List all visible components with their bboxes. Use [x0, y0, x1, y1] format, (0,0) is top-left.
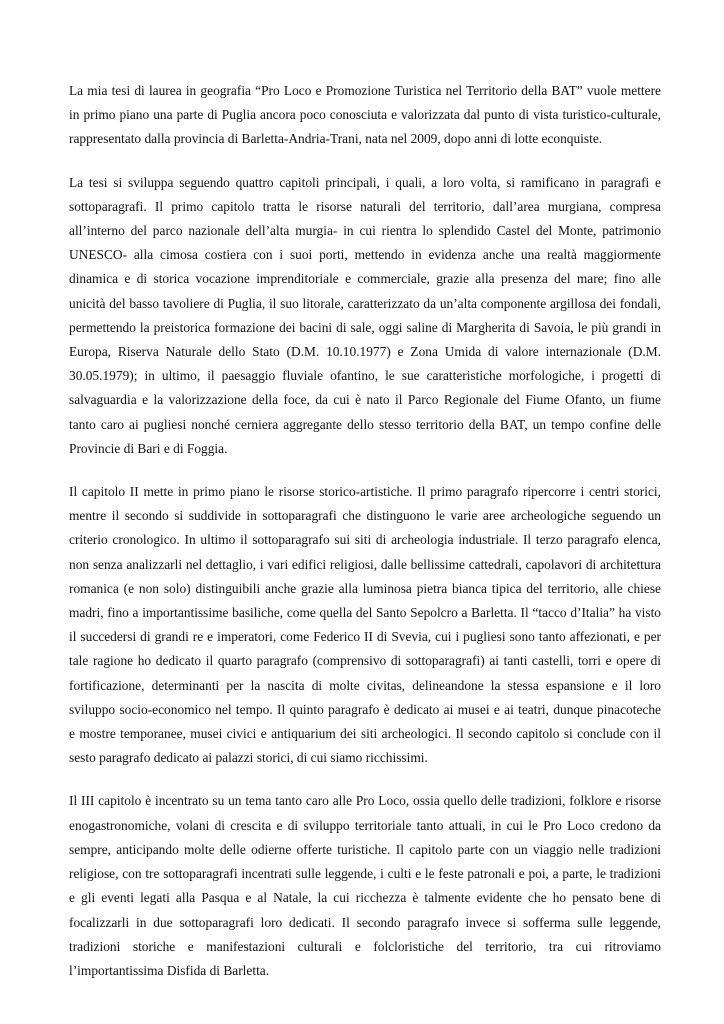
text-line: all’interno del parco nazionale dell’alta murgia- in cui rientra lo splendido Castel del Monte, patrimonio — [69, 223, 661, 239]
text-line: Il capitolo II mette in primo piano le risorse storico-artistiche. Il primo paragrafo ripercorre i centri storici, — [69, 484, 661, 500]
text-line: l’importantissima Disfida di Barletta. — [69, 962, 270, 978]
text-line: salvaguardia e la valorizzazione della foce, da cui è nato il Parco Regionale del Fiume Ofanto, un fiume — [69, 392, 661, 408]
paragraph — [69, 79, 661, 152]
text-line: criterio cronologico. In ultimo il sottoparagrafo sui siti di archeologia industriale. Il terzo paragrafo elenca, — [69, 532, 661, 548]
text-line: La mia tesi di laurea in geografia “Pro Loco e Promozione Turistica nel Territorio della BAT” vuole mettere — [69, 83, 661, 98]
text-line: romanica (e non solo) distinguibili anche grazie alla luminosa pietra bianca tipica del territorio, alle chiese — [69, 580, 661, 596]
text-line: e mostre temporanee, musei civici e antiquarium dei siti archeologici. Il secondo capitolo si conclude con il — [69, 726, 661, 742]
text-line: il succedersi di grandi re e imperatori, come Federico II di Svevia, cui i pugliesi sono tanto affezionati, e per — [69, 629, 661, 645]
text-line: enogastronomiche, volani di crescita e di sviluppo territoriale tanto attuali, in cui le Pro Loco credono da — [69, 817, 661, 833]
document-body — [69, 79, 661, 983]
text-line: sesto paragrafo dedicato ai palazzi storici, di cui siamo ricchissimi. — [69, 750, 428, 766]
text-line: mentre il secondo si suddivide in sottoparagrafi che distinguono le varie aree archeologiche seguendo un — [69, 508, 661, 524]
text-line: permettendo la preistorica formazione dei bacini di sale, oggi saline di Margherita di Savoia, le più grandi in — [69, 319, 661, 335]
text-line: Provincie di Bari e di Foggia. — [69, 440, 228, 456]
text-line: e gli eventi legati alla Pasqua e al Natale, la cui ricchezza è talmente evidente che ho pensato bene di — [69, 890, 661, 906]
text-line: UNESCO- alla cimosa costiera con i suoi porti, mettendo in evidenza anche una realtà maggiormente — [69, 247, 661, 263]
paragraph — [69, 480, 661, 770]
text-line: Europa, Riserva Naturale dello Stato (D.M. 10.10.1977) e Zona Umida di valore internazionale (D.M. — [69, 344, 661, 360]
text-line: sempre, anticipando molte delle odierne offerte turistiche. Il capitolo parte con un viaggio nelle tradizioni — [69, 841, 661, 857]
text-line: La tesi si sviluppa seguendo quattro capitoli principali, i quali, a loro volta, si ramificano in paragrafi e — [69, 174, 661, 190]
text-line: tanto caro ai pugliesi nonché cerniera aggregante dello stesso territorio della BAT, un tempo confine delle — [69, 416, 661, 432]
text-line: tale ragione ho dedicato il quarto paragrafo (comprensivo di sottoparagrafi) ai tanti castelli, torri e opere di — [69, 653, 661, 669]
text-line: tradizioni storiche e manifestazioni culturali e folcloristiche del territorio, tra cui ritroviamo — [69, 938, 661, 954]
text-line: rappresentato dalla provincia di Barletta-Andria-Trani, nata nel 2009, dopo anni di lotte econquiste. — [69, 131, 603, 147]
text-line: in primo piano una parte di Puglia ancora poco conosciuta e valorizzata dal punto di vista turistico-culturale, — [69, 107, 661, 123]
text-line: dinamica e di storica vocazione imprenditoriale e commerciale, grazie alla presenza del mare; fino alle — [69, 271, 661, 287]
text-line: Il III capitolo è incentrato su un tema tanto caro alle Pro Loco, ossia quello delle tradizioni, folklore e risorse — [69, 793, 661, 809]
text-line: unicità del basso tavoliere di Puglia, il suo litorale, caratterizzato da un’alta componente argillosa dei fondali, — [69, 295, 661, 311]
text-line: sottoparagrafi. Il primo capitolo tratta le risorse naturali del territorio, dall’area murgiana, compresa — [69, 198, 661, 214]
text-line: madri, fino a importantissime basiliche, come quella del Santo Sepolcro a Barletta. Il “tacco d’Italia” ha visto — [69, 605, 661, 621]
text-line: sviluppo socio-economico nel tempo. Il quinto paragrafo è dedicato ai musei e ai teatri, dunque pinacoteche — [69, 701, 661, 717]
text-line: focalizzarli in due sottoparagrafi loro dedicati. Il secondo paragrafo invece si sofferma sulle leggende, — [69, 914, 661, 930]
text-line: non senza analizzarli nel dettaglio, i vari edifici religiosi, dalle bellissime cattedrali, capolavori di architettura — [69, 556, 661, 572]
paragraph — [69, 789, 661, 983]
text-line: religiose, con tre sottoparagrafi incentrati sulle leggende, i culti e le feste patronali e poi, a parte, le tradizioni — [69, 866, 661, 882]
paragraph — [69, 171, 661, 461]
text-line: fortificazione, determinanti per la nascita di molte civitas, delineandone la stessa espansione e il loro — [69, 677, 661, 693]
text-line: 30.05.1979); in ultimo, il paesaggio fluviale ofantino, le sue caratteristiche morfologiche, i progetti di — [69, 368, 661, 384]
